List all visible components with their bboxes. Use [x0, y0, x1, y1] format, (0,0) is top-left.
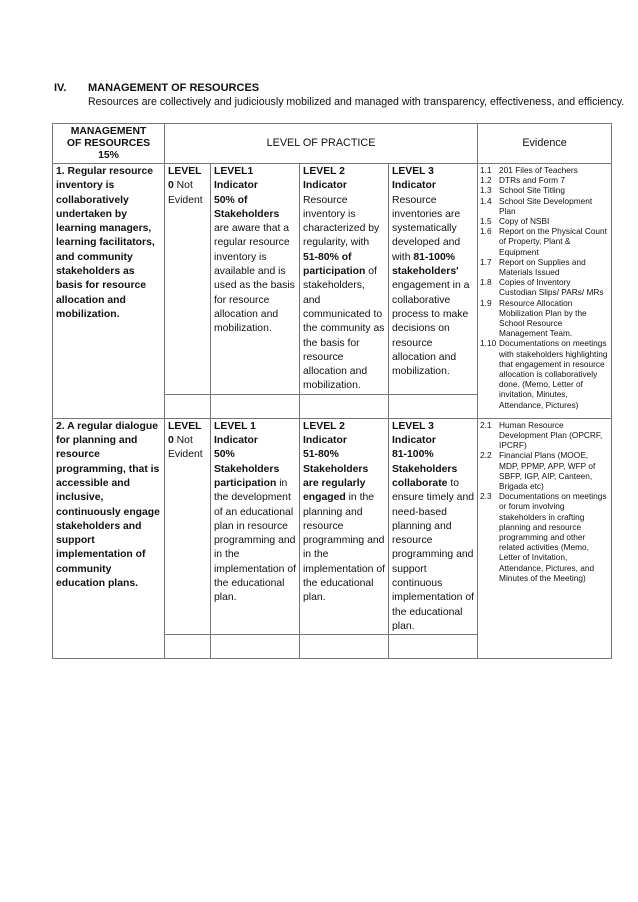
evidence-item: 1.7 Report on Supplies and Materials Issued [480, 256, 586, 278]
level-0-cell: LEVEL 0 Not Evident [165, 418, 211, 634]
evidence-cell [478, 164, 612, 419]
evidence-item: 2.2 Financial Plans (MOOE, MDP, PPMP, APP, WFP of SBFP, IGP, AIP, Canteen, Brigada etc) [480, 450, 596, 491]
management-of-resources-table [52, 123, 612, 659]
level-2-cell: LEVEL 2 Indicator 51-80% Stakeholders are regularly engaged in the planning and resource programming and in the implementation of the educational plan. [300, 418, 389, 634]
level-3-cell: LEVEL 3 Indicator 81-100% Stakeholders collaborate to ensure timely and need-based planning and resource programming and support continuous implementation of the educational plan. [389, 418, 478, 634]
section-number: IV. [54, 82, 67, 94]
table-header-row [53, 124, 612, 164]
evidence-item: 2.3 Documentations on meetings or forum involving stakeholders in crafting planning and resource programming and other related activities (Memo, Letter of Invitation, Attendance, Pictures, and Minutes of the Meeting) [480, 491, 607, 583]
criterion-cell: 1. Regular resource inventory is collaboratively undertaken by learning managers, learning facilitators, and community stakeholders as basis for resource allocation and mobilization. [53, 164, 165, 419]
evidence-item: 1.8 Copies of Inventory Custodian Slips/ PARs/ MRs [480, 277, 604, 298]
table-row [53, 418, 612, 634]
level-1-cell: LEVEL1 Indicator 50% of Stakeholders are aware that a regular resource inventory is available and is used as the basis for resource allocation and mobilization. [211, 164, 300, 395]
header-management-of-resources: MANAGEMENT OF RESOURCES 15% [53, 124, 165, 164]
header-level-of-practice: LEVEL OF PRACTICE [165, 124, 478, 164]
table-row [53, 164, 612, 395]
evidence-item: 1.4 School Site Development Plan [480, 195, 593, 216]
evidence-item: 1.10 Documentations on meetings with stakeholders highlighting that engagement in resource allocation is collaboratively done. (Memo, Letter of invitation, Minutes, Attendance, Pictures) [480, 338, 608, 410]
evidence-item: 1.2 DTRs and Form 7 [480, 175, 565, 186]
evidence-item: 1.1 201 Files of Teachers [480, 165, 578, 175]
criterion-cell: 2. A regular dialogue for planning and resource programming, that is accessible and inclusive, continuously engage stakeholders and support implementation of community education plans. [53, 418, 165, 658]
section-subtitle: Resources are collectively and judiciously mobilized and managed with transparency, effectiveness, and efficiency. [88, 96, 625, 108]
evidence-item: 1.6 Report on the Physical Count of Property, Plant & Equipment [480, 226, 607, 257]
evidence-item: 2.1 Human Resource Development Plan (OPCRF, IPCRF) [480, 419, 603, 451]
level-3-cell: LEVEL 3 Indicator Resource inventories are systematically developed and with 81-100% stakeholders' engagement in a collaborative process to make decisions on resource allocation and mobilization. [389, 164, 478, 395]
evidence-cell [478, 418, 612, 658]
header-evidence: Evidence [478, 124, 612, 164]
evidence-item: 1.3 School Site Titling [480, 185, 565, 196]
section-heading [54, 82, 259, 94]
level-1-cell: LEVEL 1 Indicator 50% Stakeholders participation in the development of an educational plan in resource programming and in the implementation of the educational plan. [211, 418, 300, 634]
evidence-item: 1.5 Copy of NSBI [480, 216, 550, 227]
level-2-cell: LEVEL 2 Indicator Resource inventory is characterized by regularity, with 51-80% of participation of stakeholders, and communicated to the community as the basis for resource allocation and mobilization. [300, 164, 389, 395]
evidence-item: 1.9 Resource Allocation Mobilization Plan by the School Resource Management Team. [480, 297, 587, 339]
section-title: MANAGEMENT OF RESOURCES [88, 82, 260, 94]
level-0-cell: LEVEL 0 Not Evident [165, 164, 211, 395]
